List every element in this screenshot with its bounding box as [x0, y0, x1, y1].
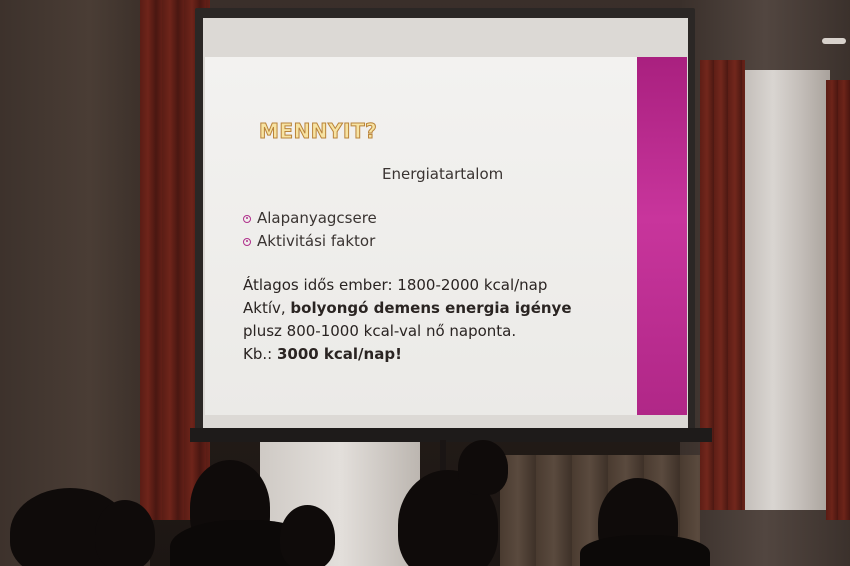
bullet-circle-icon	[243, 238, 251, 246]
audience-shoulders	[580, 535, 710, 566]
left-wall	[0, 0, 150, 566]
bullet-circle-icon	[243, 215, 251, 223]
screen-bottom-bar	[190, 428, 712, 442]
body-line	[243, 343, 572, 366]
body-line	[243, 297, 572, 320]
far-right-curtain	[826, 80, 850, 520]
body-text-bold: 3000 kcal/nap!	[276, 345, 402, 363]
bullet-list	[243, 207, 377, 253]
right-curtain	[700, 60, 745, 510]
presentation-slide	[205, 57, 687, 415]
body-text-normal: Kb.:	[243, 345, 277, 363]
audience-head	[458, 440, 508, 495]
ceiling-light	[822, 38, 846, 44]
body-line: plusz 800-1000 kcal-val nő naponta.	[243, 322, 517, 340]
slide-title: MENNYIT?	[259, 119, 378, 143]
body-line: Átlagos idős ember: 1800-2000 kcal/nap	[243, 276, 548, 294]
body-text-bold: bolyongó demens energia igénye	[290, 299, 572, 317]
bullet-item	[243, 207, 377, 230]
slide-subtitle: Energiatartalom	[382, 165, 504, 183]
body-text-normal: Aktív,	[243, 299, 291, 317]
bullet-label: Alapanyagcsere	[257, 209, 377, 227]
bullet-item	[243, 230, 377, 253]
right-window	[735, 70, 830, 510]
bullet-label: Aktivitási faktor	[257, 232, 376, 250]
slide-body	[243, 274, 572, 366]
slide-accent-stripe	[637, 57, 687, 415]
audience-head	[280, 505, 335, 566]
audience-head	[95, 500, 155, 566]
